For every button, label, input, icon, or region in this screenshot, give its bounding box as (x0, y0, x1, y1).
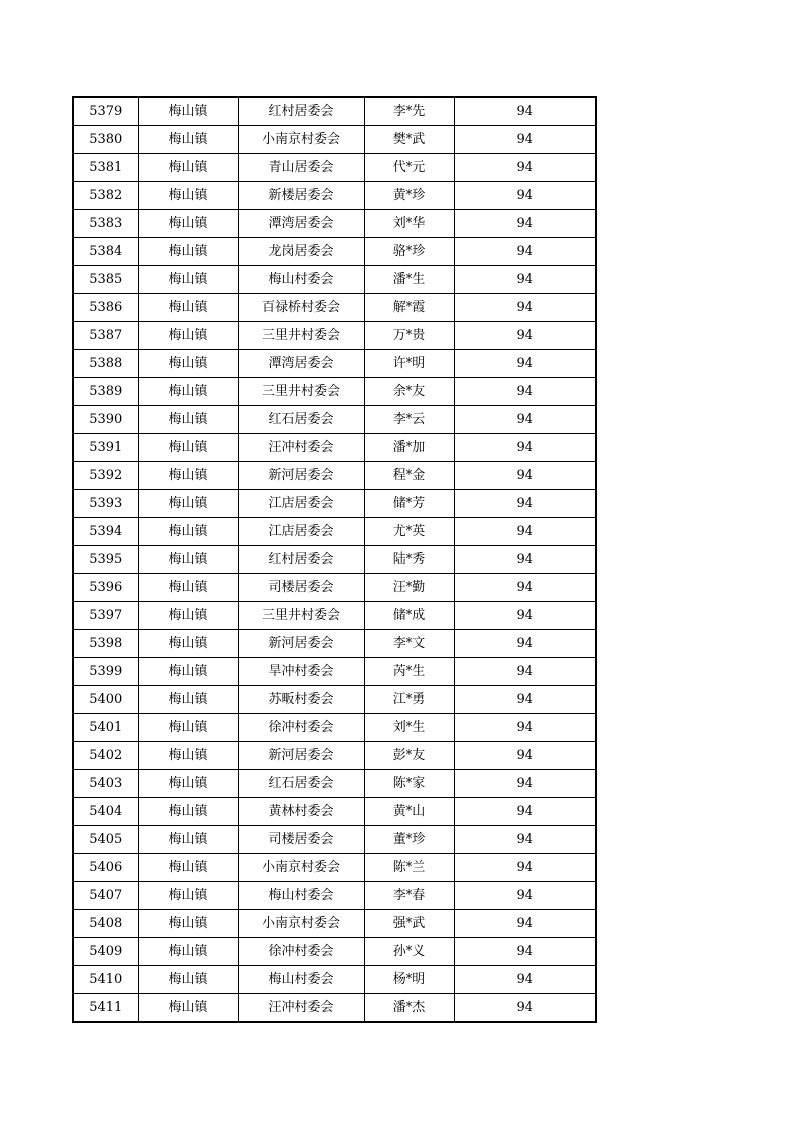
table-row (73, 406, 596, 434)
score-cell: 94 (454, 854, 596, 882)
score-cell: 94 (454, 434, 596, 462)
table-row (73, 938, 596, 966)
town-cell: 梅山镇 (138, 742, 238, 770)
table-row (73, 826, 596, 854)
village-committee-cell: 青山居委会 (238, 154, 364, 182)
score-cell: 94 (454, 462, 596, 490)
record-number-cell: 5405 (73, 826, 138, 854)
town-cell: 梅山镇 (138, 994, 238, 1023)
town-cell: 梅山镇 (138, 854, 238, 882)
score-cell: 94 (454, 574, 596, 602)
person-name-cell: 万*贵 (364, 322, 454, 350)
score-cell: 94 (454, 910, 596, 938)
record-number-cell: 5387 (73, 322, 138, 350)
score-cell: 94 (454, 826, 596, 854)
town-cell: 梅山镇 (138, 770, 238, 798)
village-committee-cell: 旱冲村委会 (238, 658, 364, 686)
score-cell: 94 (454, 994, 596, 1023)
town-cell: 梅山镇 (138, 714, 238, 742)
table-row (73, 97, 596, 126)
table-row (73, 126, 596, 154)
village-committee-cell: 徐冲村委会 (238, 938, 364, 966)
record-number-cell: 5380 (73, 126, 138, 154)
score-cell: 94 (454, 154, 596, 182)
village-committee-cell: 汪冲村委会 (238, 434, 364, 462)
table-row (73, 462, 596, 490)
town-cell: 梅山镇 (138, 798, 238, 826)
person-name-cell: 许*明 (364, 350, 454, 378)
person-name-cell: 杨*明 (364, 966, 454, 994)
record-number-cell: 5402 (73, 742, 138, 770)
town-cell: 梅山镇 (138, 602, 238, 630)
record-number-cell: 5382 (73, 182, 138, 210)
person-name-cell: 江*勇 (364, 686, 454, 714)
village-committee-cell: 梅山村委会 (238, 266, 364, 294)
record-number-cell: 5385 (73, 266, 138, 294)
town-cell: 梅山镇 (138, 350, 238, 378)
score-cell: 94 (454, 686, 596, 714)
record-number-cell: 5390 (73, 406, 138, 434)
record-number-cell: 5400 (73, 686, 138, 714)
village-committee-cell: 司楼居委会 (238, 574, 364, 602)
record-table-body (73, 97, 596, 1022)
table-row (73, 490, 596, 518)
score-cell: 94 (454, 798, 596, 826)
person-name-cell: 李*春 (364, 882, 454, 910)
town-cell: 梅山镇 (138, 630, 238, 658)
person-name-cell: 黄*山 (364, 798, 454, 826)
table-row (73, 910, 596, 938)
record-number-cell: 5391 (73, 434, 138, 462)
person-name-cell: 陈*兰 (364, 854, 454, 882)
village-committee-cell: 新河居委会 (238, 742, 364, 770)
person-name-cell: 潘*加 (364, 434, 454, 462)
town-cell: 梅山镇 (138, 910, 238, 938)
score-cell: 94 (454, 266, 596, 294)
score-cell: 94 (454, 126, 596, 154)
table-row (73, 182, 596, 210)
village-committee-cell: 百禄桥村委会 (238, 294, 364, 322)
score-cell: 94 (454, 182, 596, 210)
town-cell: 梅山镇 (138, 574, 238, 602)
score-cell: 94 (454, 658, 596, 686)
table-row (73, 574, 596, 602)
score-cell: 94 (454, 322, 596, 350)
town-cell: 梅山镇 (138, 154, 238, 182)
town-cell: 梅山镇 (138, 210, 238, 238)
person-name-cell: 程*金 (364, 462, 454, 490)
table-row (73, 630, 596, 658)
village-committee-cell: 小南京村委会 (238, 910, 364, 938)
record-number-cell: 5395 (73, 546, 138, 574)
record-number-cell: 5398 (73, 630, 138, 658)
town-cell: 梅山镇 (138, 126, 238, 154)
village-committee-cell: 汪冲村委会 (238, 994, 364, 1023)
town-cell: 梅山镇 (138, 182, 238, 210)
table-row (73, 714, 596, 742)
town-cell: 梅山镇 (138, 882, 238, 910)
village-committee-cell: 司楼居委会 (238, 826, 364, 854)
village-committee-cell: 江店居委会 (238, 490, 364, 518)
person-name-cell: 储*芳 (364, 490, 454, 518)
person-name-cell: 陈*家 (364, 770, 454, 798)
village-committee-cell: 潭湾居委会 (238, 350, 364, 378)
record-number-cell: 5389 (73, 378, 138, 406)
person-name-cell: 尤*英 (364, 518, 454, 546)
village-committee-cell: 红村居委会 (238, 546, 364, 574)
score-cell: 94 (454, 630, 596, 658)
person-name-cell: 汪*勤 (364, 574, 454, 602)
village-committee-cell: 小南京村委会 (238, 854, 364, 882)
table-row (73, 350, 596, 378)
town-cell: 梅山镇 (138, 966, 238, 994)
person-name-cell: 代*元 (364, 154, 454, 182)
person-name-cell: 刘*华 (364, 210, 454, 238)
person-name-cell: 黄*珍 (364, 182, 454, 210)
table-row (73, 742, 596, 770)
table-row (73, 882, 596, 910)
table-row (73, 266, 596, 294)
record-number-cell: 5384 (73, 238, 138, 266)
record-number-cell: 5393 (73, 490, 138, 518)
table-row (73, 966, 596, 994)
table-row (73, 798, 596, 826)
score-cell: 94 (454, 97, 596, 126)
town-cell: 梅山镇 (138, 378, 238, 406)
person-name-cell: 李*文 (364, 630, 454, 658)
record-number-cell: 5404 (73, 798, 138, 826)
person-name-cell: 骆*珍 (364, 238, 454, 266)
person-name-cell: 董*珍 (364, 826, 454, 854)
table-row (73, 518, 596, 546)
town-cell: 梅山镇 (138, 238, 238, 266)
town-cell: 梅山镇 (138, 546, 238, 574)
table-row (73, 154, 596, 182)
village-committee-cell: 黄林村委会 (238, 798, 364, 826)
person-name-cell: 强*武 (364, 910, 454, 938)
person-name-cell: 刘*生 (364, 714, 454, 742)
person-name-cell: 芮*生 (364, 658, 454, 686)
village-committee-cell: 新楼居委会 (238, 182, 364, 210)
record-number-cell: 5381 (73, 154, 138, 182)
table-row (73, 434, 596, 462)
person-name-cell: 李*云 (364, 406, 454, 434)
village-committee-cell: 苏畈村委会 (238, 686, 364, 714)
town-cell: 梅山镇 (138, 294, 238, 322)
table-row (73, 770, 596, 798)
record-number-cell: 5397 (73, 602, 138, 630)
village-committee-cell: 红村居委会 (238, 97, 364, 126)
town-cell: 梅山镇 (138, 938, 238, 966)
town-cell: 梅山镇 (138, 826, 238, 854)
village-committee-cell: 新河居委会 (238, 462, 364, 490)
village-committee-cell: 梅山村委会 (238, 966, 364, 994)
village-committee-cell: 三里井村委会 (238, 378, 364, 406)
score-cell: 94 (454, 742, 596, 770)
table-row (73, 658, 596, 686)
table-row (73, 294, 596, 322)
person-name-cell: 解*霞 (364, 294, 454, 322)
score-cell: 94 (454, 238, 596, 266)
score-cell: 94 (454, 406, 596, 434)
town-cell: 梅山镇 (138, 490, 238, 518)
record-number-cell: 5394 (73, 518, 138, 546)
table-row (73, 378, 596, 406)
record-number-cell: 5403 (73, 770, 138, 798)
table-row (73, 994, 596, 1023)
person-name-cell: 储*成 (364, 602, 454, 630)
record-table (72, 96, 597, 1023)
score-cell: 94 (454, 966, 596, 994)
person-name-cell: 樊*武 (364, 126, 454, 154)
record-number-cell: 5383 (73, 210, 138, 238)
record-number-cell: 5409 (73, 938, 138, 966)
score-cell: 94 (454, 714, 596, 742)
person-name-cell: 李*先 (364, 97, 454, 126)
town-cell: 梅山镇 (138, 434, 238, 462)
table-row (73, 210, 596, 238)
village-committee-cell: 龙岗居委会 (238, 238, 364, 266)
score-cell: 94 (454, 294, 596, 322)
score-cell: 94 (454, 602, 596, 630)
score-cell: 94 (454, 882, 596, 910)
person-name-cell: 彭*友 (364, 742, 454, 770)
village-committee-cell: 小南京村委会 (238, 126, 364, 154)
village-committee-cell: 江店居委会 (238, 518, 364, 546)
record-number-cell: 5379 (73, 97, 138, 126)
table-row (73, 546, 596, 574)
table-row (73, 238, 596, 266)
village-committee-cell: 三里井村委会 (238, 602, 364, 630)
village-committee-cell: 潭湾居委会 (238, 210, 364, 238)
table-row (73, 854, 596, 882)
person-name-cell: 孙*义 (364, 938, 454, 966)
village-committee-cell: 三里井村委会 (238, 322, 364, 350)
record-number-cell: 5411 (73, 994, 138, 1023)
record-number-cell: 5401 (73, 714, 138, 742)
table-row (73, 686, 596, 714)
record-number-cell: 5410 (73, 966, 138, 994)
town-cell: 梅山镇 (138, 518, 238, 546)
village-committee-cell: 梅山村委会 (238, 882, 364, 910)
town-cell: 梅山镇 (138, 462, 238, 490)
town-cell: 梅山镇 (138, 406, 238, 434)
score-cell: 94 (454, 210, 596, 238)
town-cell: 梅山镇 (138, 97, 238, 126)
score-cell: 94 (454, 350, 596, 378)
town-cell: 梅山镇 (138, 686, 238, 714)
score-cell: 94 (454, 938, 596, 966)
village-committee-cell: 红石居委会 (238, 770, 364, 798)
person-name-cell: 陆*秀 (364, 546, 454, 574)
person-name-cell: 潘*生 (364, 266, 454, 294)
record-number-cell: 5386 (73, 294, 138, 322)
score-cell: 94 (454, 378, 596, 406)
record-number-cell: 5406 (73, 854, 138, 882)
record-number-cell: 5392 (73, 462, 138, 490)
town-cell: 梅山镇 (138, 322, 238, 350)
record-number-cell: 5388 (73, 350, 138, 378)
record-number-cell: 5399 (73, 658, 138, 686)
village-committee-cell: 红石居委会 (238, 406, 364, 434)
town-cell: 梅山镇 (138, 658, 238, 686)
person-name-cell: 余*友 (364, 378, 454, 406)
score-cell: 94 (454, 770, 596, 798)
table-row (73, 322, 596, 350)
record-number-cell: 5396 (73, 574, 138, 602)
record-number-cell: 5407 (73, 882, 138, 910)
person-name-cell: 潘*杰 (364, 994, 454, 1023)
score-cell: 94 (454, 546, 596, 574)
table-row (73, 602, 596, 630)
village-committee-cell: 新河居委会 (238, 630, 364, 658)
village-committee-cell: 徐冲村委会 (238, 714, 364, 742)
score-cell: 94 (454, 518, 596, 546)
record-number-cell: 5408 (73, 910, 138, 938)
score-cell: 94 (454, 490, 596, 518)
town-cell: 梅山镇 (138, 266, 238, 294)
